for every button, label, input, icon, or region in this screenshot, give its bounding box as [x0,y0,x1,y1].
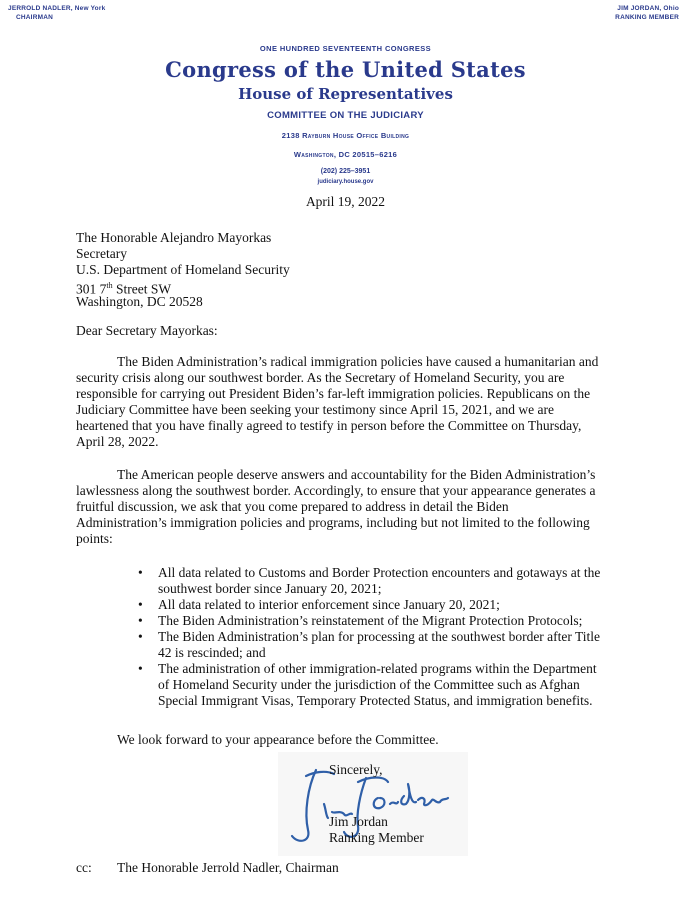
committee-website: judiciary.house.gov [317,179,374,185]
bullet-line: Special Immigrant Visas, Temporary Protected Status, and immigration benefits. [158,693,593,708]
signer-name: Jim Jordan [329,814,388,829]
bullet-line: southwest border since January 20, 2021; [158,581,382,596]
paragraph-line: responsible for carrying out President Biden’s far-left immigration policies. Republicans on the [76,386,591,401]
letterhead-house: House of Representatives [238,85,453,103]
cc-label: cc: [76,860,92,875]
paragraph-line: fruitful discussion, we ask that you come prepared to address in detail the Biden [76,499,509,514]
bullet-marker: • [138,661,143,676]
street-number: 301 7 [76,281,107,297]
recipient-department: U.S. Department of Homeland Security [76,262,290,277]
signer-title: Ranking Member [329,830,424,845]
closing-paragraph: We look forward to your appearance before the Committee. [117,732,439,747]
bullet-marker: • [138,565,143,580]
office-city: Washington, DC 20515–6216 [293,150,398,159]
bullet-item [138,629,638,661]
paragraph-line: April 28, 2022. [76,434,159,449]
recipient-name: The Honorable Alejandro Mayorkas [76,230,272,245]
paragraph-line: The Biden Administration’s radical immigration policies have caused a humanitarian and [117,354,599,369]
ranking-member-name: JIM JORDAN, Ohio [617,5,679,12]
chairman-block [8,4,105,22]
bullet-line: The Biden Administration’s reinstatement of the Migrant Protection Protocols; [158,613,583,628]
bullet-line: All data related to Customs and Border Protection encounters and gotaways at the [158,565,601,580]
letter-date: April 19, 2022 [305,194,386,209]
bullet-marker: • [138,629,143,644]
street-name: Street SW [112,281,172,297]
paragraph-line: points: [76,531,113,546]
recipient-title: Secretary [76,246,127,261]
office-phone: (202) 225–3951 [320,168,371,175]
paragraph-1 [76,354,636,450]
bullet-line: 42 is rescinded; and [158,645,266,660]
bullet-item [138,565,638,597]
paragraph-2 [76,467,636,547]
paragraph-line: security crisis along our southwest border. As the Secretary of Homeland Security, you are [76,370,565,385]
salutation: Dear Secretary Mayorkas: [76,323,218,338]
bullet-item [138,613,638,629]
closing: Sincerely, [329,762,383,777]
committee-name: COMMITTEE ON THE JUDICIARY [267,110,424,121]
ranking-member-block [615,4,679,22]
letterhead-title: Congress of the United States [165,57,526,82]
ranking-member-role: RANKING MEMBER [615,14,679,21]
bullet-item [138,661,638,709]
paragraph-line: Administration’s immigration policies and programs, including but not limited to the following [76,515,590,530]
chairman-name: JERROLD NADLER, New York [8,5,106,12]
paragraph-line: heartened that you have finally agreed to testify in person before the Committee on Thursday, [76,418,582,433]
bullet-item [138,597,638,613]
bullet-marker: • [138,613,143,628]
bullet-list [138,565,638,709]
bullet-line: All data related to interior enforcement since January 20, 2021; [158,597,500,612]
bullet-marker: • [138,597,143,612]
recipient-city: Washington, DC 20528 [76,294,203,309]
chairman-role: CHAIRMAN [16,14,53,21]
bullet-line: The Biden Administration’s plan for processing at the southwest border after Title [158,629,601,644]
paragraph-line: lawlessness along the southwest border. Accordingly, to ensure that your appearance generates a [76,483,596,498]
office-address: 2138 Rayburn House Office Building [281,131,410,140]
street-ordinal: th [106,281,113,290]
bullet-line: The administration of other immigration-related programs within the Department [158,661,597,676]
cc-recipient: The Honorable Jerrold Nadler, Chairman [117,860,339,875]
congress-number: ONE HUNDRED SEVENTEENTH CONGRESS [259,44,432,53]
paragraph-line: The American people deserve answers and accountability for the Biden Administration’s [117,467,596,482]
bullet-line: of Homeland Security under the jurisdiction of the Committee such as Afghan [158,677,580,692]
paragraph-line: Judiciary Committee have been seeking your testimony since April 15, 2021, and we are [76,402,555,417]
